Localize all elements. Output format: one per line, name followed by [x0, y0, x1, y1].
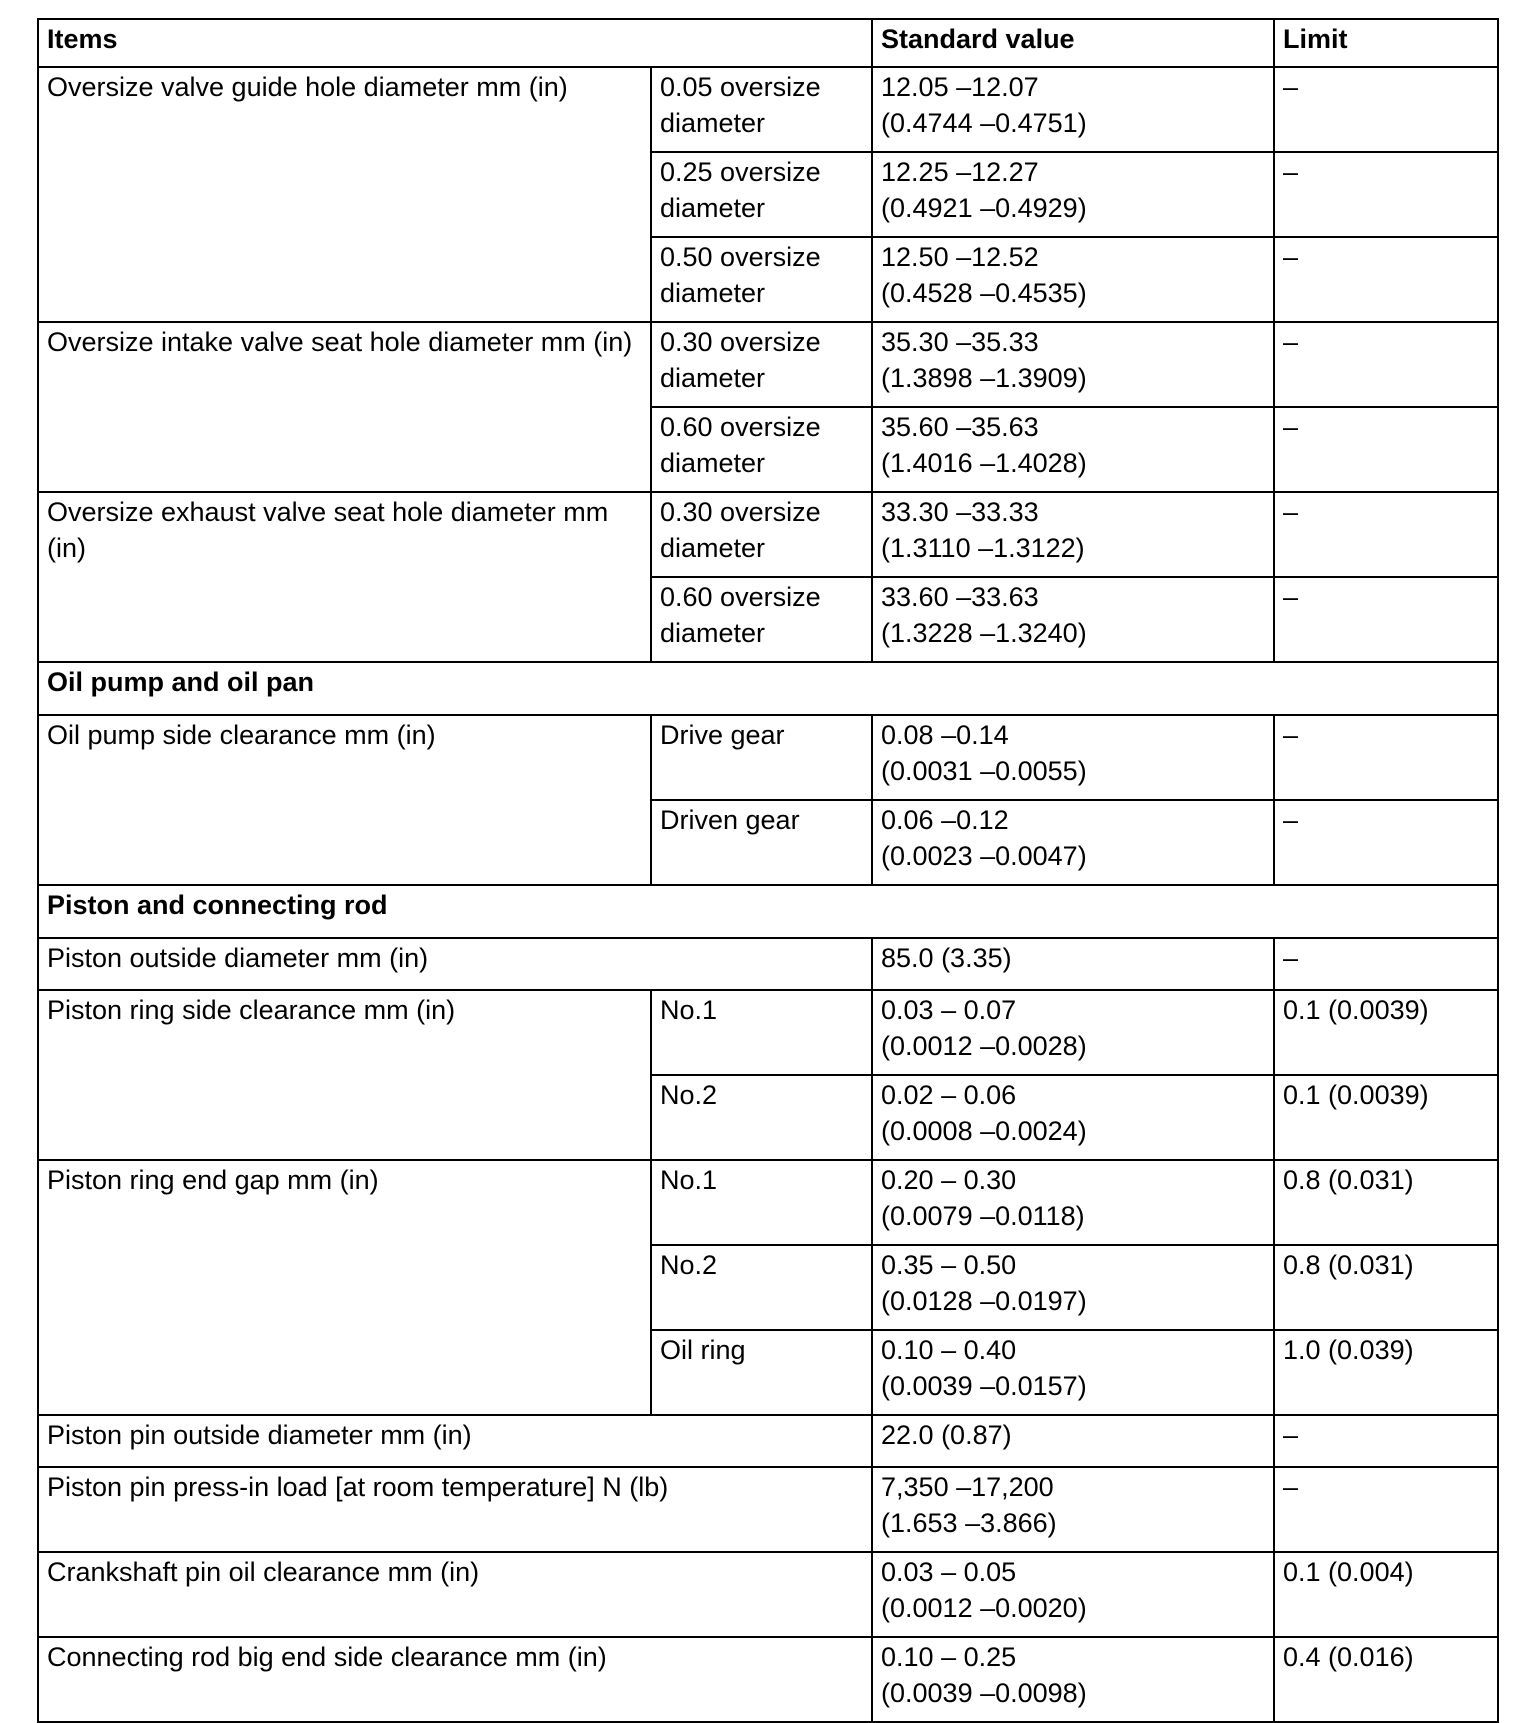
standard-value-cell: 33.60 –33.63 (1.3228 –1.3240) [872, 577, 1274, 662]
item-label: Connecting rod big end side clearance mm (in) [38, 1637, 872, 1722]
table-row [38, 67, 1498, 152]
sub-item-label: Oil ring [651, 1330, 872, 1415]
limit-cell: – [1274, 322, 1498, 407]
item-label: Piston pin outside diameter mm (in) [38, 1415, 872, 1467]
item-label: Oversize intake valve seat hole diameter mm (in) [38, 322, 651, 492]
standard-value-cell: 0.02 – 0.06 (0.0008 –0.0024) [872, 1075, 1274, 1160]
standard-value-cell: 12.50 –12.52 (0.4528 –0.4535) [872, 237, 1274, 322]
standard-value-cell: 35.60 –35.63 (1.4016 –1.4028) [872, 407, 1274, 492]
header-standard-value: Standard value [872, 19, 1274, 67]
table-row [38, 1467, 1498, 1552]
limit-cell: – [1274, 67, 1498, 152]
header-row [38, 19, 1498, 67]
item-label: Piston outside diameter mm (in) [38, 938, 872, 990]
limit-cell: 1.0 (0.039) [1274, 1330, 1498, 1415]
sub-item-label: No.2 [651, 1075, 872, 1160]
limit-cell: 0.4 (0.016) [1274, 1637, 1498, 1722]
table-row [38, 492, 1498, 577]
item-label: Piston pin press-in load [at room temperature] N (lb) [38, 1467, 872, 1552]
section-title: Piston and connecting rod [38, 885, 1498, 938]
sub-item-label: No.1 [651, 990, 872, 1075]
limit-cell: 0.8 (0.031) [1274, 1245, 1498, 1330]
standard-value-cell: 7,350 –17,200 (1.653 –3.866) [872, 1467, 1274, 1552]
item-label: Piston ring side clearance mm (in) [38, 990, 651, 1160]
sub-item-label: No.2 [651, 1245, 872, 1330]
limit-cell: – [1274, 237, 1498, 322]
sub-item-label: 0.60 oversize diameter [651, 577, 872, 662]
standard-value-cell: 12.05 –12.07 (0.4744 –0.4751) [872, 67, 1274, 152]
sub-item-label: 0.25 oversize diameter [651, 152, 872, 237]
sub-item-label: 0.50 oversize diameter [651, 237, 872, 322]
standard-value-cell: 0.03 – 0.07 (0.0012 –0.0028) [872, 990, 1274, 1075]
limit-cell: – [1274, 1415, 1498, 1467]
standard-value-cell: 0.10 – 0.40 (0.0039 –0.0157) [872, 1330, 1274, 1415]
table-row [38, 1415, 1498, 1467]
standard-value-cell: 22.0 (0.87) [872, 1415, 1274, 1467]
sub-item-label: 0.05 oversize diameter [651, 67, 872, 152]
standard-value-cell: 85.0 (3.35) [872, 938, 1274, 990]
table-row [38, 1552, 1498, 1637]
table-row [38, 1160, 1498, 1245]
standard-value-cell: 0.06 –0.12 (0.0023 –0.0047) [872, 800, 1274, 885]
item-label: Oversize exhaust valve seat hole diameter mm (in) [38, 492, 651, 662]
limit-cell: – [1274, 152, 1498, 237]
sub-item-label: 0.60 oversize diameter [651, 407, 872, 492]
section-row [38, 662, 1498, 715]
table-row [38, 715, 1498, 800]
standard-value-cell: 0.08 –0.14 (0.0031 –0.0055) [872, 715, 1274, 800]
section-title: Oil pump and oil pan [38, 662, 1498, 715]
table-row [38, 990, 1498, 1075]
limit-cell: – [1274, 1467, 1498, 1552]
item-label: Oil pump side clearance mm (in) [38, 715, 651, 885]
limit-cell: 0.8 (0.031) [1274, 1160, 1498, 1245]
standard-value-cell: 33.30 –33.33 (1.3110 –1.3122) [872, 492, 1274, 577]
header-limit: Limit [1274, 19, 1498, 67]
limit-cell: – [1274, 577, 1498, 662]
standard-value-cell: 12.25 –12.27 (0.4921 –0.4929) [872, 152, 1274, 237]
standard-value-cell: 0.03 – 0.05 (0.0012 –0.0020) [872, 1552, 1274, 1637]
standard-value-cell: 0.20 – 0.30 (0.0079 –0.0118) [872, 1160, 1274, 1245]
sub-item-label: Drive gear [651, 715, 872, 800]
sub-item-label: 0.30 oversize diameter [651, 322, 872, 407]
specification-table [37, 18, 1499, 1723]
limit-cell: 0.1 (0.004) [1274, 1552, 1498, 1637]
limit-cell: 0.1 (0.0039) [1274, 1075, 1498, 1160]
section-row [38, 885, 1498, 938]
limit-cell: – [1274, 492, 1498, 577]
item-label: Oversize valve guide hole diameter mm (in) [38, 67, 651, 322]
standard-value-cell: 35.30 –35.33 (1.3898 –1.3909) [872, 322, 1274, 407]
table-row [38, 1637, 1498, 1722]
header-items: Items [38, 19, 872, 67]
limit-cell: 0.1 (0.0039) [1274, 990, 1498, 1075]
item-label: Crankshaft pin oil clearance mm (in) [38, 1552, 872, 1637]
limit-cell: – [1274, 938, 1498, 990]
sub-item-label: 0.30 oversize diameter [651, 492, 872, 577]
table-row [38, 938, 1498, 990]
item-label: Piston ring end gap mm (in) [38, 1160, 651, 1415]
standard-value-cell: 0.35 – 0.50 (0.0128 –0.0197) [872, 1245, 1274, 1330]
standard-value-cell: 0.10 – 0.25 (0.0039 –0.0098) [872, 1637, 1274, 1722]
limit-cell: – [1274, 407, 1498, 492]
limit-cell: – [1274, 715, 1498, 800]
sub-item-label: Driven gear [651, 800, 872, 885]
sub-item-label: No.1 [651, 1160, 872, 1245]
table-row [38, 322, 1498, 407]
limit-cell: – [1274, 800, 1498, 885]
